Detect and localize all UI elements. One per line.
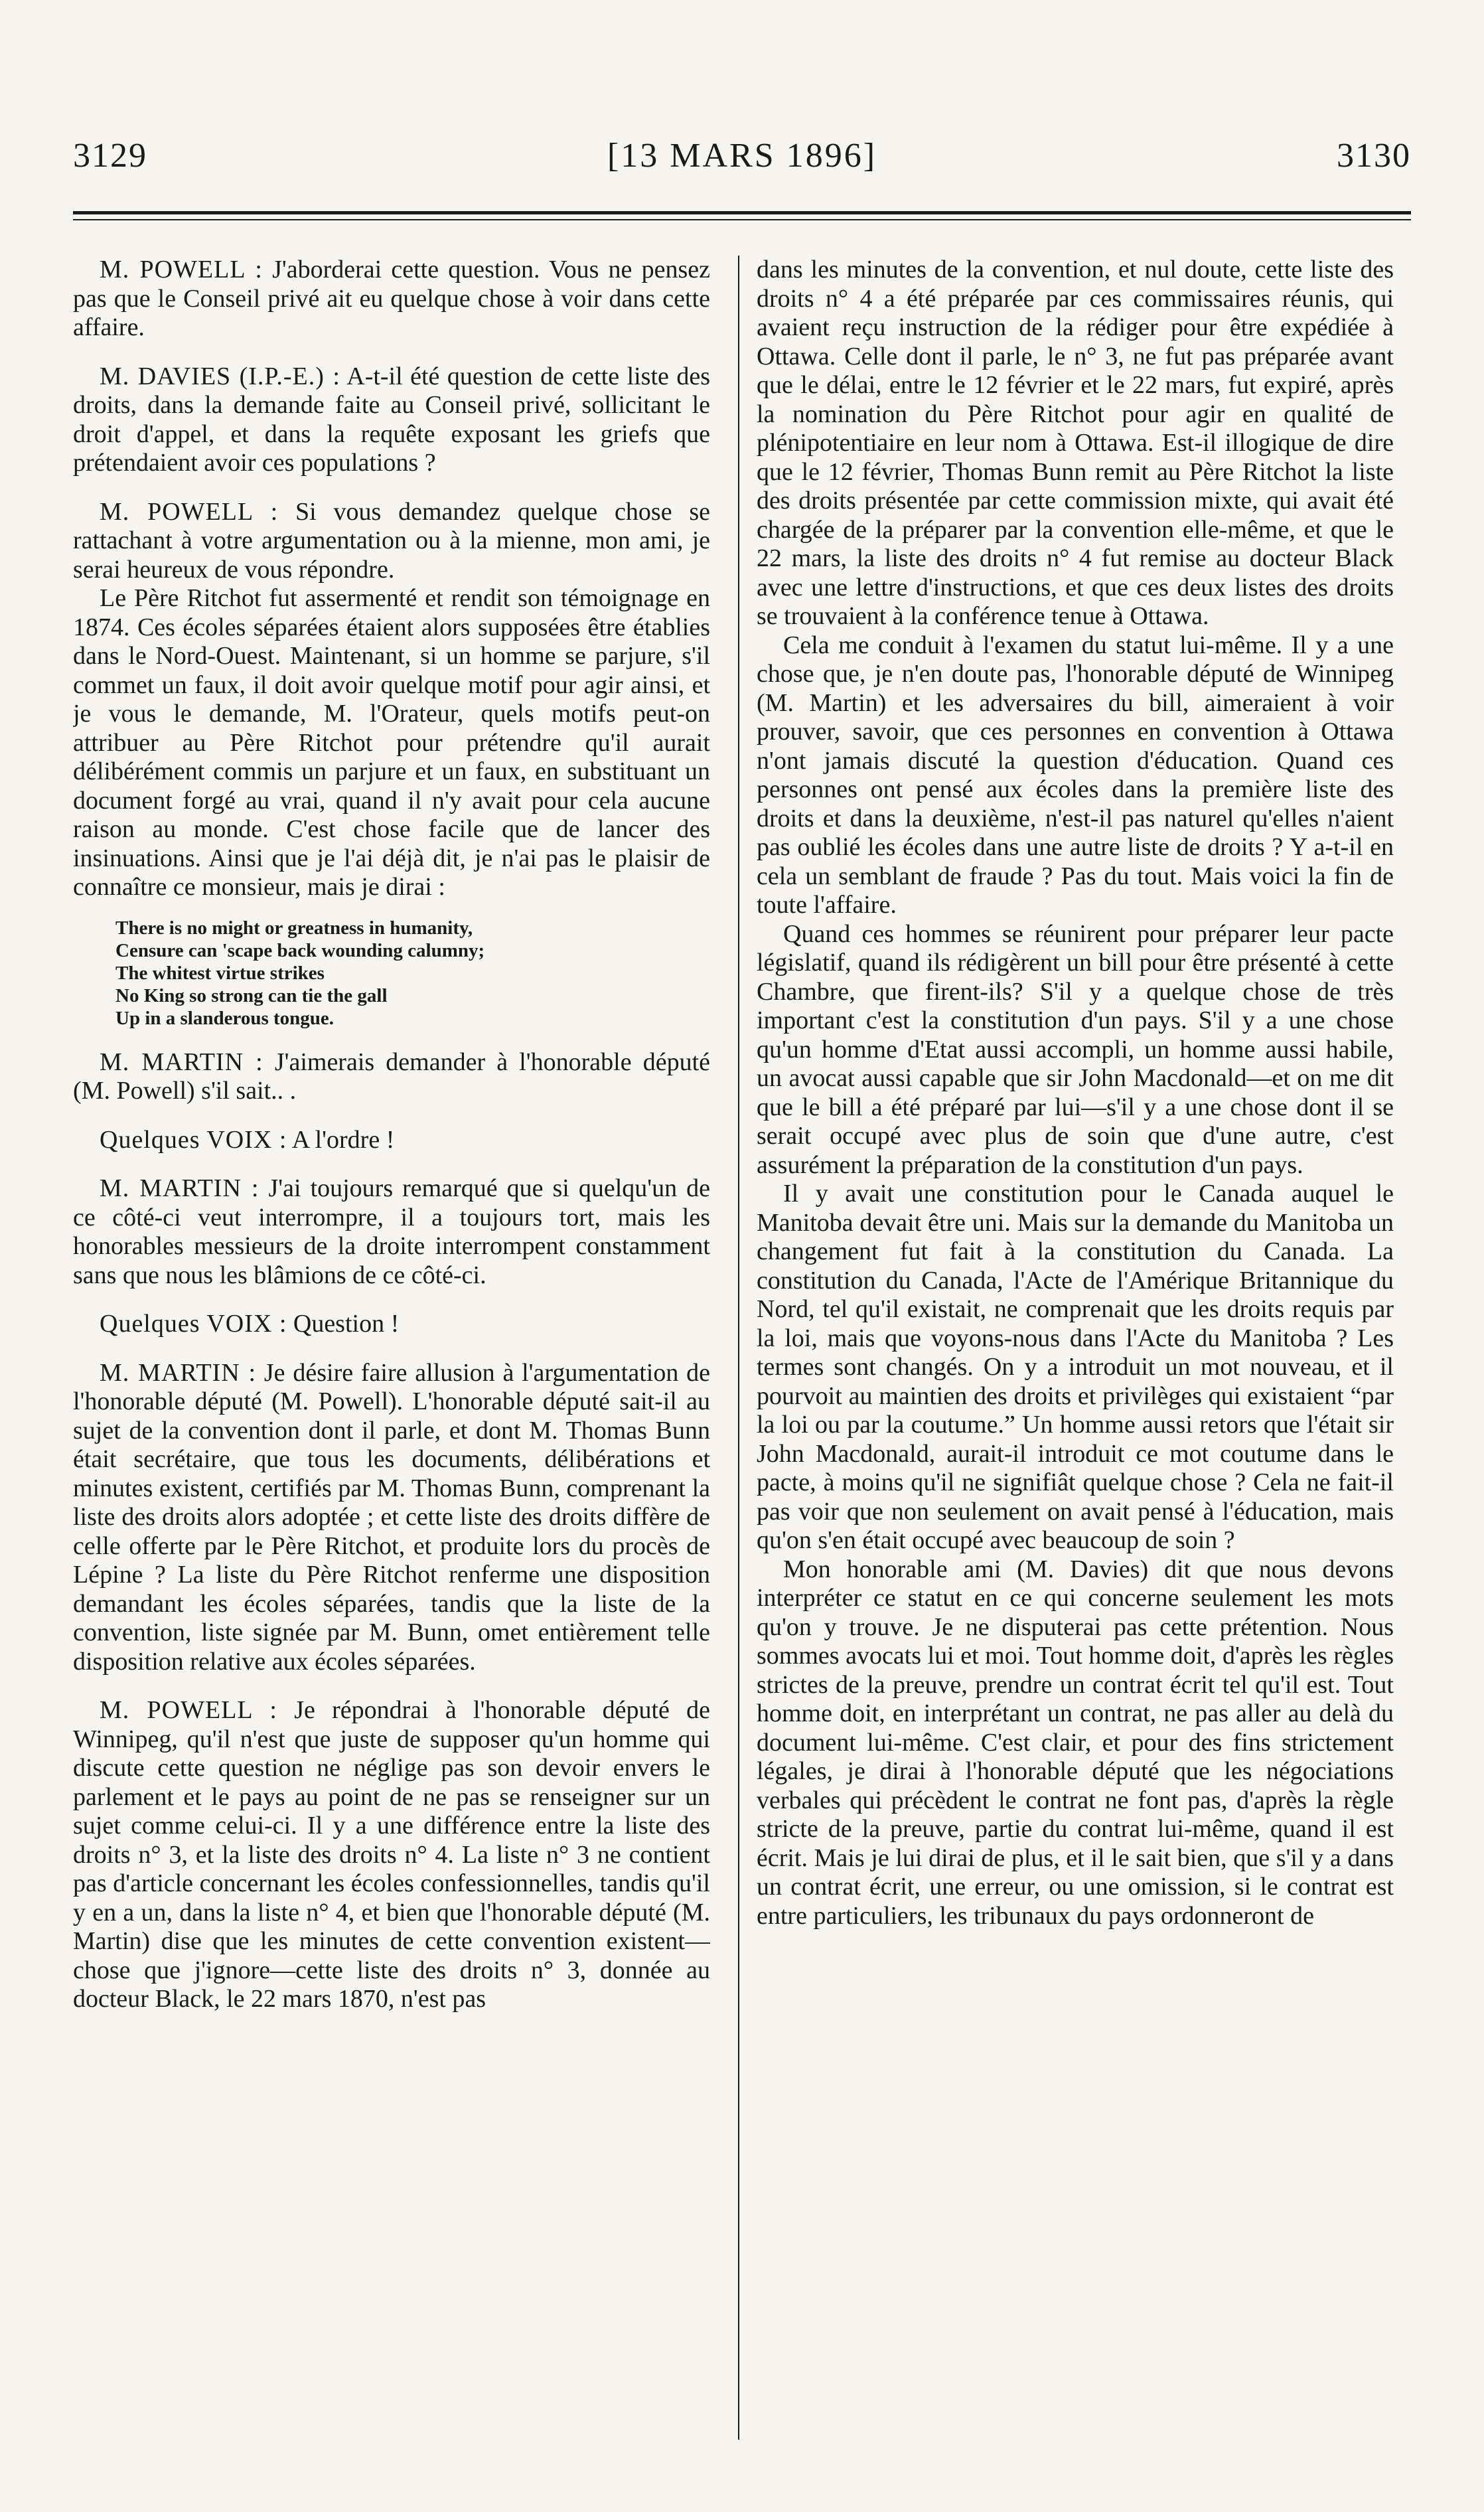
paragraph-text: Le Père Ritchot fut assermenté et rendit son témoignage en 1874. Ces écoles séparées étaient alors supposées être établies dans le Nord-Ouest. Maintenant, si un homme se parjure, s'il commet un faux, il doit avoir quelque motif pour agir ainsi, et je vous le demande, M. l'Orateur, quels motifs peut-on attribuer au Père Ritchot pour prétendre qu'il aurait délibérément commis un parjure et un faux, en substituant un document forgé au vrai, quand il n'y avait pour cela aucune raison au monde. C'est chose facile que de lancer des insinuations. Ainsi que je l'ai déjà dit, je n'ai pas le plaisir de connaître ce monsieur, mais je dirai : [73,584,710,901]
page-number-right: 3130 [1337,137,1411,175]
page-number-left: 3129 [73,137,147,175]
right-column [757,256,1394,2460]
paragraph [73,584,710,902]
speaker-name: Quelques VOIX : [100,1125,287,1154]
paragraph [73,1310,710,1339]
poem-line: The whitest virtue strikes [115,962,325,984]
paragraph [73,362,710,478]
paragraph-text: A l'ordre ! [291,1125,395,1154]
speaker-name: M. DAVIES (I.P.-E.) : [100,362,340,390]
paragraph [73,1126,710,1155]
paragraph [73,256,710,343]
paragraph [757,920,1394,1180]
paragraph-text: Je désire faire allusion à l'argumentation de l'honorable député (M. Powell). L'honorable député sait-il au sujet de la convention dont il parle, et dont M. Thomas Bunn était secrétaire, que tous les documents, délibérations et minutes existent, certifiés par M. Thomas Bunn, comprenant la liste des droits alors adoptée ; et cette liste des droits diffère de celle offerte par le Père Ritchot, et produite lors du procès de Lépine ? La liste du Père Ritchot renferme une disposition demandant les écoles séparées, tandis que la liste de la convention, liste signée par M. Bunn, omet entièrement telle disposition relative aux écoles séparées. [73,1358,710,1676]
paragraph-text: J'aimerais demander à l'honorable député (M. Powell) s'il sait.. . [73,1048,710,1105]
paragraph [73,1048,710,1106]
paragraph-text: A-t-il été question de cette liste des droits, dans la demande faite au Conseil privé, sollicitant le droit d'appel, et dans la requête exposant les griefs que prétendaient avoir ces populations ? [73,362,710,477]
paragraph [757,256,1394,631]
page-header [73,136,1411,189]
left-column [73,256,710,2460]
speaker-name: M. MARTIN : [100,1048,263,1076]
paragraph-text: Il y avait une constitution pour le Canada auquel le Manitoba devait être uni. Mais sur la demande du Manitoba un changement fut fait à la constitution du Canada. La constitution du Canada, l'Acte de l'Amérique Britannique du Nord, tel qu'il existait, ne comprenait que les droits requis par la loi, mais que voyons-nous dans l'Acte du Manitoba ? Les termes sont changés. On y a introduit un mot nouveau, et il pourvoit au maintien des droits et privilèges qui existaient “par la loi ou par la coutume.” Un homme aussi retors que l'était sir John Macdonald, aurait-il introduit ce mot coutume dans le pacte, à moins qu'il ne signifiât quelque chose ? Cela ne fait-il pas voir que non seulement on avait pensé à l'éducation, mais qu'on s'en était occupé avec beaucoup de soin ? [757,1180,1394,1554]
poem-quote [115,917,710,1030]
header-rule-thin [73,219,1411,220]
paragraph-text: Je répondrai à l'honorable député de Winnipeg, qu'il n'est que juste de supposer qu'un homme qui discute cette question ne néglige pas son devoir envers le parlement et le pays au point de ne pas se renseigner sur un sujet comme celui-ci. Il y a une différence entre la liste des droits n° 3, et la liste des droits n° 4. La liste n° 3 ne contient pas d'article concernant les écoles confessionnelles, tandis qu'il y en a un, dans la liste n° 4, et bien que l'honorable député (M. Martin) dise que les minutes de cette convention existent—chose que j'ignore—cette liste des droits n° 3, donnée au docteur Black, le 22 mars 1870, n'est pas [73,1696,710,2013]
poem-line: Up in a slanderous tongue. [115,1007,334,1029]
paragraph [73,1174,710,1290]
paragraph-text: dans les minutes de la convention, et nul doute, cette liste des droits n° 4 a été préparée par ces commissaires réunis, qui avaient reçu instruction de la rédiger pour être expédiée à Ottawa. Celle dont il parle, le n° 3, ne fut pas préparée avant que le délai, entre le 12 février et le 22 mars, fut expiré, après la nomination du Père Ritchot pour agir en qualité de plénipotentiaire en leur nom à Ottawa. Est-il illogique de dire que le 12 février, Thomas Bunn remit au Père Ritchot la liste des droits présentée par cette commission mixte, qui avait été chargée de la préparer par la convention elle-même, et que le 22 mars, la liste des droits n° 4 fut remise au docteur Black avec une lettre d'instructions, et que ces deux listes des droits se trouvaient à la conférence tenue à Ottawa. [757,256,1394,630]
paragraph [757,631,1394,920]
paragraph [757,1180,1394,1555]
speaker-name: M. POWELL : [100,256,263,283]
paragraph [757,1555,1394,1931]
header-date: [13 MARS 1896] [607,137,877,175]
paragraph [73,1696,710,2014]
paragraph-text: Cela me conduit à l'examen du statut lui-même. Il y a une chose que, je n'en doute pas, l'honorable député de Winnipeg (M. Martin) et les adversaires du bill, aimeraient à voir prouver, savoir, que ces personnes en convention à Ottawa n'ont jamais discuté la question d'éducation. Quand ces personnes ont pensé aux écoles dans la première liste des droits et dans la deuxième, n'est-il pas naturel qu'elles n'aient pas oublié les écoles dans une autre liste de droits ? Y a-t-il en cela un semblant de fraude ? Pas du tout. Mais voici la fin de toute l'affaire. [757,631,1394,919]
poem-line: There is no might or greatness in humanity, [115,917,473,939]
speaker-name: M. POWELL : [100,1696,277,1724]
paragraph-text: Quand ces hommes se réunirent pour préparer leur pacte législatif, quand ils rédigèrent un bill pour être présenté à cette Chambre, que firent-ils? S'il y a quelque chose de très important c'est la constitution d'un pays. S'il y a une chose qu'un homme d'Etat aussi accompli, un homme aussi habile, un avocat aussi capable que sir John Macdonald—et on me dit que le bill a été préparé par lui—s'il y a une chose dont il se serait occupé avec plus de soin que d'une autre, c'est assurément la préparation de la constitution d'un pays. [757,919,1394,1179]
header-rule-thick [73,211,1411,214]
paragraph-text: J'aborderai cette question. Vous ne pensez pas que le Conseil privé ait eu quelque chose à voir dans cette affaire. [73,256,710,341]
speaker-name: M. MARTIN : [100,1358,257,1387]
column-divider [738,256,739,2440]
poem-line: No King so strong can tie the gall [115,984,388,1006]
speaker-name: M. POWELL : [100,497,279,526]
poem-line: Censure can 'scape back wounding calumny; [115,939,485,961]
paragraph-text: J'ai toujours remarqué que si quelqu'un de ce côté-ci veut interrompre, il a toujours tort, mais les honorables messieurs de la droite interrompent constamment sans que nous les blâmions de ce côté-ci. [73,1174,710,1289]
speaker-name: Quelques VOIX : [100,1310,287,1338]
paragraph [73,498,710,585]
paragraph-text: Question ! [293,1310,400,1338]
speaker-name: M. MARTIN : [100,1174,260,1202]
paragraph-text: Si vous demandez quelque chose se rattachant à votre argumentation ou à la mienne, mon ami, je serai heureux de vous répondre. [73,497,710,584]
paragraph-text: Mon honorable ami (M. Davies) dit que nous devons interpréter ce statut en ce qui concerne seulement les mots qu'on y trouve. Je ne disputerai pas cette prétention. Nous sommes avocats lui et moi. Tout homme doit, d'après les règles strictes de la preuve, prendre un contrat écrit tel qu'il est. Tout homme doit, en interprétant un contrat, ne pas aller au delà du document lui-même. C'est clair, et pour des fins strictement légales, je dirai à l'honorable député que les négociations verbales qui précèdent le contrat ne font pas, d'après la règle stricte de la preuve, partie du contrat lui-même, quand il est écrit. Mais je lui dirai de plus, et il le sait bien, que s'il y a dans un contrat écrit, une erreur, ou une omission, si le contrat est entre particuliers, les tribunaux du pays ordonneront de [757,1555,1394,1930]
paragraph [73,1359,710,1677]
